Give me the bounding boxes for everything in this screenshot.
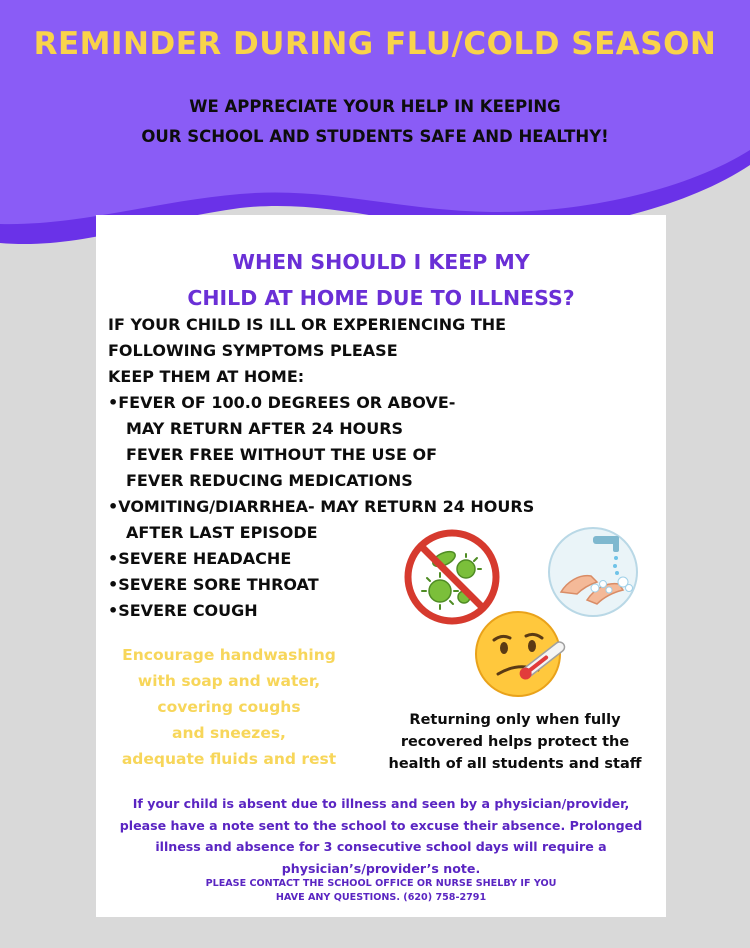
symptom-fever-detail: FEVER FREE WITHOUT THE USE OF xyxy=(126,445,438,464)
sick-thermometer-emoji-icon xyxy=(474,604,572,700)
handwashing-note-line: covering coughs xyxy=(157,698,301,716)
symptoms-intro-line: FOLLOWING SYMPTOMS PLEASE xyxy=(108,341,398,360)
symptom-sore-throat: •SEVERE SORE THROAT xyxy=(108,575,319,594)
question-line: WHEN SHOULD I KEEP MY xyxy=(232,250,530,274)
contact-note xyxy=(100,877,662,905)
absence-note-line: please have a note sent to the school to excuse their absence. Prolonged xyxy=(119,817,643,833)
symptom-fever-detail: MAY RETURN AFTER 24 HOURS xyxy=(126,419,404,438)
symptom-vomiting: •VOMITING/DIARRHEA- MAY RETURN 24 HOURS xyxy=(108,497,535,516)
subtitle-line: OUR SCHOOL AND STUDENTS SAFE AND HEALTHY! xyxy=(141,127,609,146)
symptom-headache: •SEVERE HEADACHE xyxy=(108,549,292,568)
symptom-fever: •FEVER OF 100.0 DEGREES OR ABOVE- xyxy=(108,393,456,412)
subtitle-line: WE APPRECIATE YOUR HELP IN KEEPING xyxy=(189,97,561,116)
contact-note-line: HAVE ANY QUESTIONS. (620) 758-2791 xyxy=(275,892,487,903)
handwashing-note-line: with soap and water, xyxy=(137,672,321,690)
contact-note-line: PLEASE CONTACT THE SCHOOL OFFICE OR NURSE SHELBY IF YOU xyxy=(205,878,557,889)
absence-note-line: illness and absence for 3 consecutive school days will require a xyxy=(155,839,607,854)
return-note-line: health of all students and staff xyxy=(388,756,642,772)
symptoms-intro-line: IF YOUR CHILD IS ILL OR EXPERIENCING THE xyxy=(108,315,507,334)
symptom-vomiting-detail: AFTER LAST EPISODE xyxy=(126,523,318,542)
absence-note-line: If your child is absent due to illness and seen by a physician/provider, xyxy=(132,796,630,811)
absence-note-line: physician’s/provider’s note. xyxy=(281,860,481,876)
return-note xyxy=(380,709,650,775)
page-title: REMINDER DURING FLU/COLD SEASON xyxy=(33,26,717,62)
return-note-line: recovered helps protect the xyxy=(400,734,630,750)
symptom-fever-detail: FEVER REDUCING MEDICATIONS xyxy=(126,471,413,490)
symptoms-intro-line: KEEP THEM AT HOME: xyxy=(108,367,305,386)
handwashing-note-line: Encourage handwashing xyxy=(122,646,336,664)
handwashing-note-line: adequate fluids and rest xyxy=(121,750,337,768)
handwashing-note xyxy=(104,642,354,772)
handwashing-note-line: and sneezes, xyxy=(172,724,286,742)
return-note-line: Returning only when fully xyxy=(409,712,621,728)
header-subtitle xyxy=(60,92,690,152)
question-line: CHILD AT HOME DUE TO ILLNESS? xyxy=(187,286,575,310)
absence-note xyxy=(100,793,662,879)
question-heading xyxy=(96,244,666,316)
symptom-cough: •SEVERE COUGH xyxy=(108,601,258,620)
